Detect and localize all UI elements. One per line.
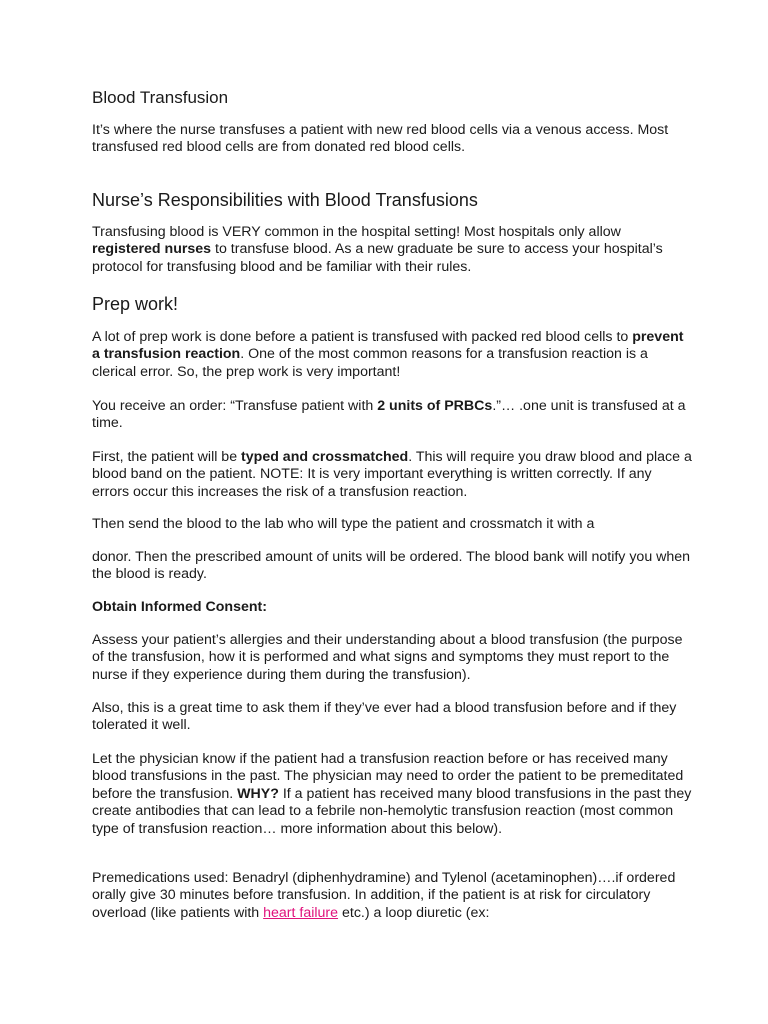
heading-blood-transfusion: Blood Transfusion [92, 88, 229, 107]
prep-2-text-1: You receive an order: “Transfuse patient with [92, 398, 378, 414]
prep-3-text-2: . This will require you draw blood and place a blood band on the patient. NOTE: It is very important everything is written correctly. If any errors occur this increases the risk of a transfusion reaction. [92, 449, 692, 500]
premedications-paragraph [92, 870, 692, 922]
prep-1-text-1: A lot of prep work is done before a patient is transfused with packed red blood cells to [92, 329, 633, 345]
consent-heading-bold: Obtain Informed Consent: [92, 599, 267, 615]
responsibilities-paragraph [92, 224, 692, 276]
prep-paragraph-4: Then send the blood to the lab who will type the patient and crossmatch it with a [92, 516, 595, 532]
prep-1-text-2: . One of the most common reasons for a transfusion reaction is a clerical error. So, the prep work is very important! [92, 346, 648, 380]
consent-paragraph-3 [92, 751, 692, 838]
prep-3-text-1: First, the patient will be [92, 449, 242, 465]
responsibilities-text-2: to transfuse blood. As a new graduate be sure to access your hospital’s protocol for transfusing blood and be familiar with their rules. [92, 241, 663, 275]
typed-crossmatched-bold: typed and crossmatched [241, 449, 409, 465]
units-prbcs-bold: 2 units of PRBCs [377, 398, 493, 414]
prep-paragraph-5: donor. Then the prescribed amount of units will be ordered. The blood bank will notify you when the blood is ready. [92, 549, 691, 583]
consent-3-text-2: If a patient has received many blood transfusions in the past they create antibodies that can lead to a febrile non-hemolytic transfusion reaction (most common type of transfusion reaction… more information about this below). [92, 785, 692, 837]
why-bold: WHY? [237, 785, 279, 802]
heading-prep-work: Prep work! [92, 294, 179, 314]
heart-failure-link[interactable]: heart failure [263, 904, 339, 921]
heading-nurse-responsibilities: Nurse’s Responsibilities with Blood Transfusions [92, 190, 478, 210]
premeds-text-1: Premedications used: Benadryl (diphenhydramine) and Tylenol (acetaminophen)….if ordered orally give 30 minutes before transfusion. In addition, if the patient is at risk for circulatory overload (like patients with [92, 870, 676, 921]
consent-3-text-1: Let the physician know if the patient had a transfusion reaction before or has received many blood transfusions in the past. The physician may need to order the patient to be premeditated before the transfusion. [92, 751, 684, 802]
intro-paragraph: It’s where the nurse transfuses a patient with new red blood cells via a venous access. Most transfused red blood cells are from donated red blood cells. [92, 122, 669, 156]
consent-heading [92, 599, 692, 616]
prevent-reaction-bold: prevent a transfusion reaction [92, 329, 684, 363]
registered-nurses-bold: registered nurses [92, 241, 212, 258]
responsibilities-text-1: Transfusing blood is VERY common in the hospital setting! Most hospitals only allow [92, 224, 621, 240]
prep-2-text-2: .”… .one unit is transfused at a time. [92, 398, 686, 432]
prep-paragraph-1 [92, 329, 692, 381]
premeds-text-2: etc.) a loop diuretic (ex: [338, 904, 490, 921]
prep-paragraph-2 [92, 398, 692, 433]
prep-paragraph-3 [92, 449, 692, 501]
consent-paragraph-1: Assess your patient’s allergies and their understanding about a blood transfusion (the purpose of the transfusion, how it is performed and what signs and symptoms they must report to the nurse if they experience during them during the transfusion). [92, 632, 683, 683]
consent-paragraph-2: Also, this is a great time to ask them if they’ve ever had a blood transfusion before and if they tolerated it well. [92, 700, 677, 734]
